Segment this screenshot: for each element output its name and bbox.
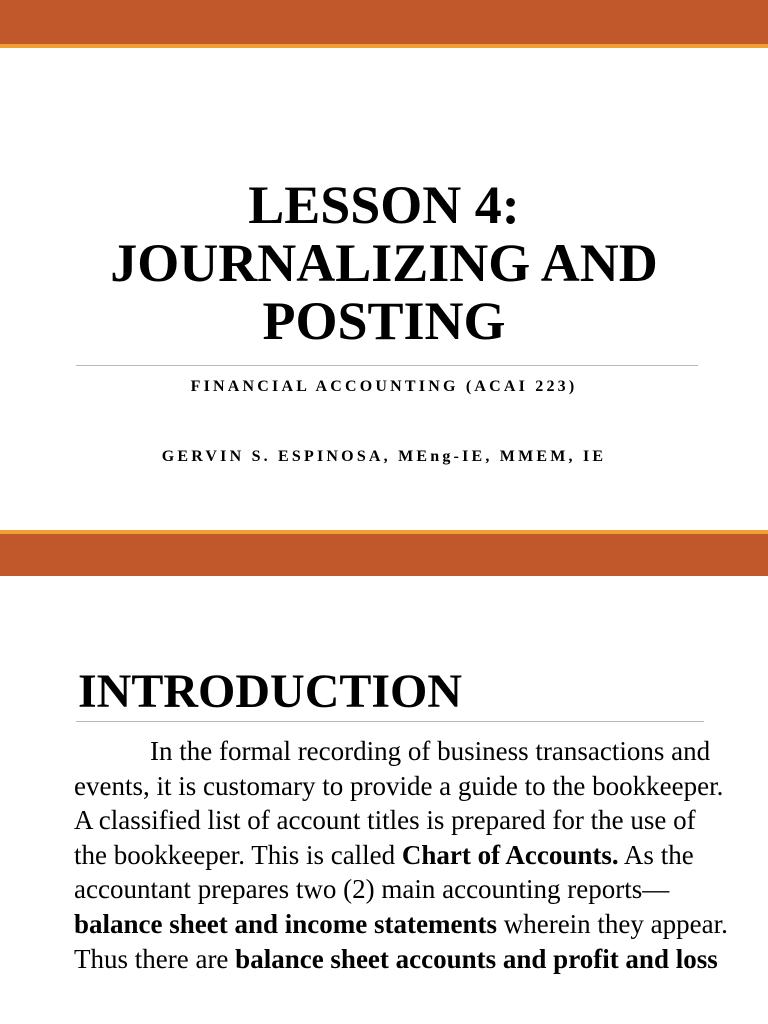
- author-subtitle: GERVIN S. ESPINOSA, MEng-IE, MMEM, IE: [161, 448, 607, 465]
- heading-divider: [76, 721, 704, 722]
- top-accent-bar: [0, 0, 768, 48]
- title-line: LESSON 4:: [248, 175, 520, 235]
- introduction-slide: [0, 576, 768, 1024]
- bottom-accent-bar: [0, 530, 768, 576]
- paragraph-emphasis: Chart of Accounts.: [401, 839, 619, 870]
- slide-title: [40, 176, 728, 350]
- paragraph-text: In the formal recording of business transactions and events, it is customary to provide a guide to the bookkeeper. A classified list of account titles is prepared for the use of the bookkeeper. This is called: [74, 736, 724, 870]
- course-subtitle: FINANCIAL ACCOUNTING (ACAI 223): [190, 378, 578, 395]
- paragraph-emphasis: balance sheet and income statements: [74, 908, 497, 939]
- title-line: POSTING: [262, 291, 506, 351]
- title-divider: [76, 365, 698, 366]
- paragraph-text: wherein they appear. Thus there are: [74, 908, 728, 974]
- introduction-paragraph: [74, 734, 734, 976]
- title-line: JOURNALIZING AND: [110, 233, 658, 293]
- paragraph-emphasis: balance sheet accounts and profit and loss: [235, 943, 718, 974]
- paragraph-text: As the accountant prepares two (2) main accounting reports—: [74, 839, 694, 905]
- slide-heading: INTRODUCTION: [78, 665, 463, 718]
